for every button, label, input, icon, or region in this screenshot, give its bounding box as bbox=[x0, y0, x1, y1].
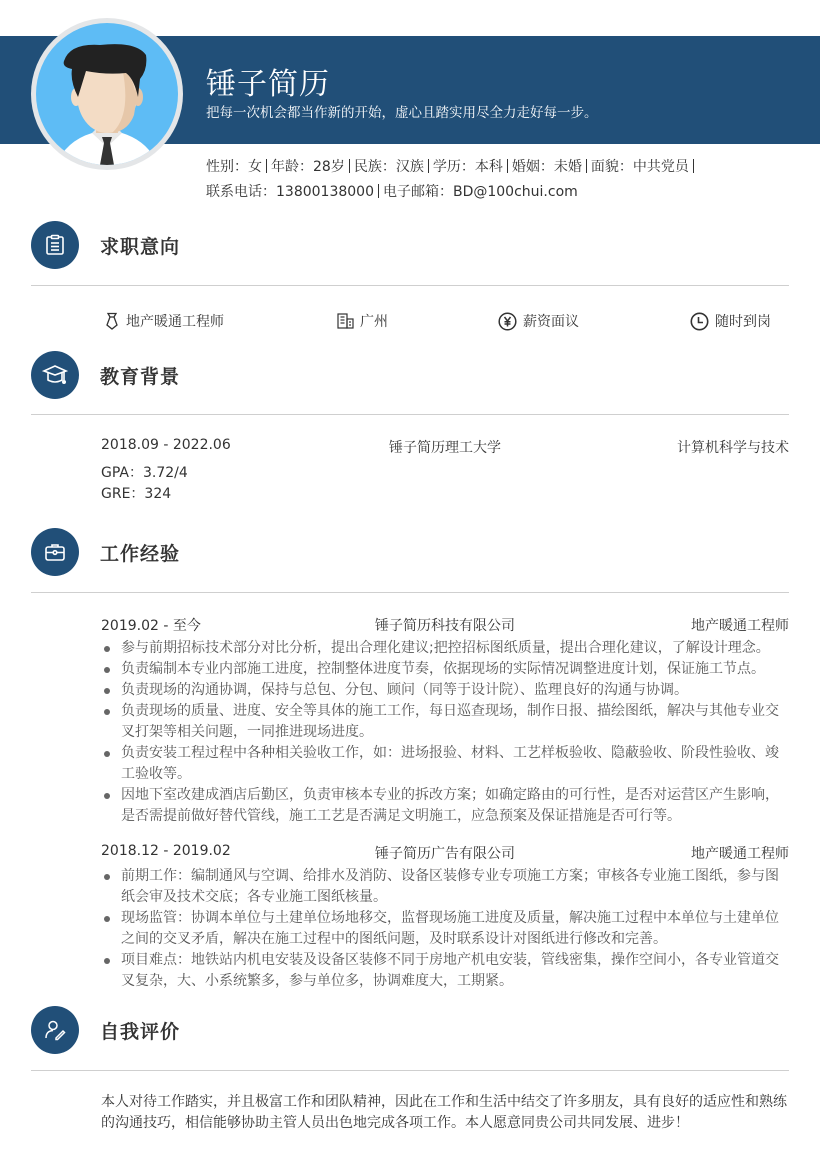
section-header-education bbox=[31, 351, 789, 399]
list-item: 前期工作：编制通风与空调、给排水及消防、设备区装修专业专项施工方案；审核各专业施工图纸，参与图纸会审及技术交底；各专业施工图纸核量。 bbox=[101, 866, 791, 908]
list-item: 现场监管：协调本单位与土建单位场地移交，监督现场施工进度及质量，解决施工过程中本单位与土建单位之间的交叉矛盾，解决在施工过程中的图纸问题，及时联系设计对图纸进行修改和完善。 bbox=[101, 908, 791, 950]
age: 年龄：28岁 bbox=[271, 159, 345, 175]
divider bbox=[266, 159, 267, 173]
section-title: 教育背景 bbox=[100, 366, 181, 388]
section-divider bbox=[31, 1070, 789, 1071]
divider bbox=[349, 159, 350, 173]
work-entry-1-header bbox=[101, 615, 789, 635]
avatar-illustration bbox=[36, 23, 178, 165]
work-position: 地产暖通工程师 bbox=[691, 846, 789, 862]
yen-icon bbox=[498, 312, 517, 331]
section-divider bbox=[31, 285, 789, 286]
divider bbox=[586, 159, 587, 173]
email: 电子邮箱：BD@100chui.com bbox=[382, 184, 578, 200]
education-gre: GRE：324 bbox=[101, 486, 172, 502]
intent-availability-label: 随时到岗 bbox=[715, 314, 771, 330]
divider bbox=[378, 184, 379, 198]
list-item: 负责编制本专业内部施工进度，控制整体进度节奏，依据现场的实际情况调整进度计划，保证施工节点。 bbox=[101, 659, 791, 680]
section-divider bbox=[31, 592, 789, 593]
list-item: 负责现场的质量、进度、安全等具体的施工工作，每日巡查现场，制作日报、描绘图纸，解决与其他专业交叉打架等相关问题，一同推进现场进度。 bbox=[101, 701, 791, 743]
work-entry-2-bullets bbox=[101, 866, 791, 992]
education-school: 锤子简历理工大学 bbox=[389, 440, 501, 456]
list-item: 项目难点：地铁站内机电安装及设备区装修不同于房地产机电安装，管线密集，操作空间小，各专业管道交叉复杂，大、小系统繁多，参与单位多，协调难度大，工期紧。 bbox=[101, 950, 791, 992]
gender: 性别：女 bbox=[206, 159, 262, 175]
education-entry bbox=[101, 437, 789, 457]
divider bbox=[693, 159, 694, 173]
tie-icon bbox=[104, 312, 120, 330]
political-status: 面貌：中共党员 bbox=[590, 159, 689, 175]
briefcase-icon bbox=[31, 528, 79, 576]
work-period: 2019.02 - 至今 bbox=[101, 618, 201, 634]
divider bbox=[507, 159, 508, 173]
motto: 把每一次机会都当作新的开始，虚心且踏实用尽全力走好每一步。 bbox=[206, 105, 598, 121]
list-item: 因地下室改建成酒店后勤区，负责审核本专业的拆改方案；如确定路由的可行性，是否对运营区产生影响，是否需提前做好替代管线，施工工艺是否满足文明施工，应急预案及保证措施是否可行等。 bbox=[101, 785, 791, 827]
education-major: 计算机科学与技术 bbox=[677, 440, 789, 456]
candidate-name: 锤子简历 bbox=[206, 67, 330, 102]
building-icon bbox=[337, 313, 354, 329]
work-position: 地产暖通工程师 bbox=[691, 618, 789, 634]
education-gpa: GPA：3.72/4 bbox=[101, 465, 188, 481]
education-level: 学历：本科 bbox=[432, 159, 503, 175]
work-entry-2-header bbox=[101, 843, 789, 863]
intent-city-label: 广州 bbox=[360, 314, 388, 330]
work-company: 锤子简历广告有限公司 bbox=[375, 846, 515, 862]
profile-line-2 bbox=[206, 181, 578, 201]
self-evaluation-text: 本人对待工作踏实，并且极富工作和团队精神，因此在工作和生活中结交了许多朋友，具有良好的适应性和熟练的沟通技巧，相信能够协助主管人员出色地完成各项工作。本人愿意同贵公司共同发展、进步！ bbox=[101, 1094, 787, 1131]
intent-availability bbox=[690, 311, 771, 331]
intent-position-label: 地产暖通工程师 bbox=[126, 314, 224, 330]
avatar bbox=[31, 18, 183, 170]
work-company: 锤子简历科技有限公司 bbox=[375, 618, 515, 634]
education-period: 2018.09 - 2022.06 bbox=[101, 437, 231, 453]
list-item: 负责现场的沟通协调，保持与总包、分包、顾问（同等于设计院）、监理良好的沟通与协调。 bbox=[101, 680, 791, 701]
list-item: 负责安装工程过程中各种相关验收工作，如：进场报验、材料、工艺样板验收、隐蔽验收、阶段性验收、竣工验收等。 bbox=[101, 743, 791, 785]
ethnicity: 民族：汉族 bbox=[353, 159, 424, 175]
graduation-cap-icon bbox=[31, 351, 79, 399]
intent-city bbox=[337, 311, 388, 331]
clock-icon bbox=[690, 312, 709, 331]
work-period: 2018.12 - 2019.02 bbox=[101, 843, 231, 859]
profile-line-1 bbox=[206, 156, 698, 176]
list-item: 参与前期招标技术部分对比分析，提出合理化建议;把控招标图纸质量，提出合理化建议，了解设计理念。 bbox=[101, 638, 791, 659]
section-header-intent bbox=[31, 221, 789, 269]
intent-salary bbox=[498, 311, 579, 331]
section-header-self-eval bbox=[31, 1006, 789, 1054]
section-title: 自我评价 bbox=[100, 1021, 181, 1043]
section-divider bbox=[31, 414, 789, 415]
section-title: 求职意向 bbox=[100, 236, 181, 258]
person-avatar-icon bbox=[36, 23, 178, 165]
intent-position bbox=[104, 311, 224, 331]
section-header-work bbox=[31, 528, 789, 576]
intent-salary-label: 薪资面议 bbox=[523, 314, 579, 330]
work-entry-1-bullets bbox=[101, 638, 791, 827]
clipboard-icon bbox=[31, 221, 79, 269]
divider bbox=[428, 159, 429, 173]
phone: 联系电话：13800138000 bbox=[206, 184, 374, 200]
section-title: 工作经验 bbox=[100, 543, 181, 565]
marital-status: 婚姻：未婚 bbox=[511, 159, 582, 175]
user-edit-icon bbox=[31, 1006, 79, 1054]
